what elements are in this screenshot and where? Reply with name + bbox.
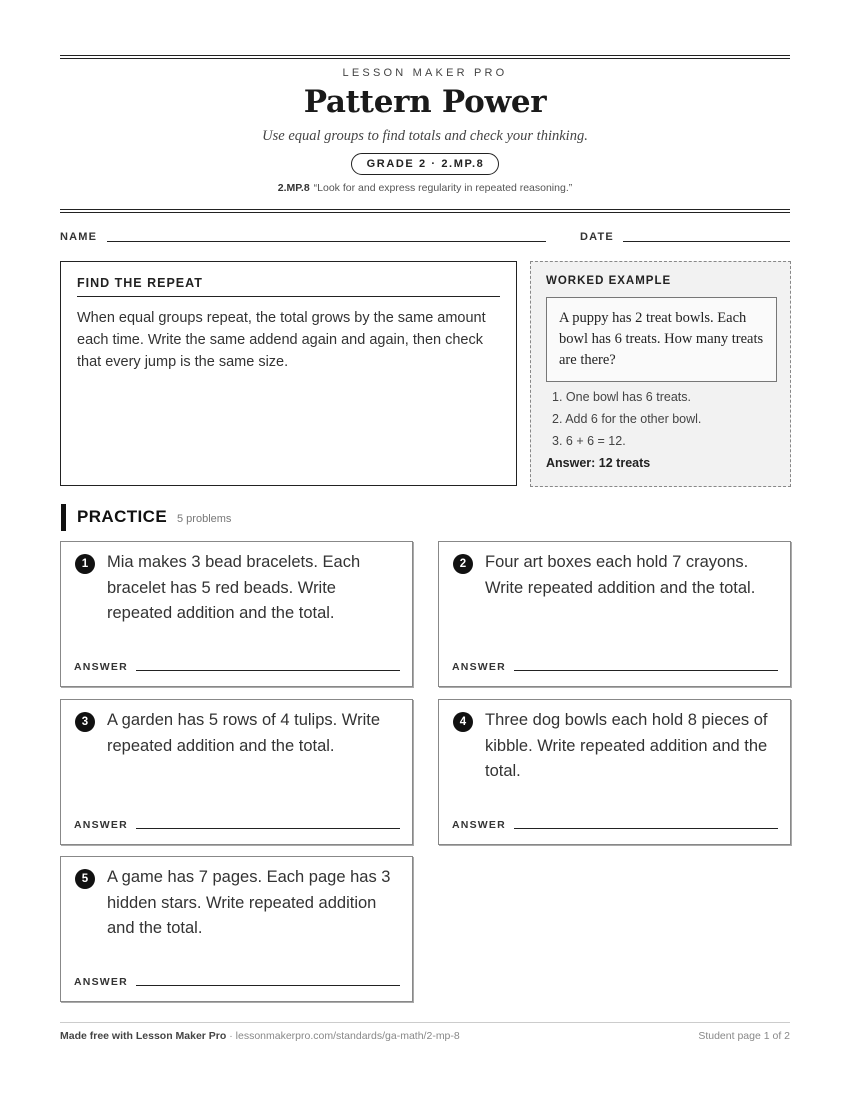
problem-number: 3 <box>75 712 95 732</box>
footer-credit <box>60 1030 460 1042</box>
worked-step: 1. One bowl has 6 treats. <box>552 390 691 404</box>
date-label: DATE <box>580 231 614 243</box>
footer-made-with: Made free with Lesson Maker Pro <box>60 1030 227 1042</box>
footer-rule <box>60 1022 790 1023</box>
worked-example-heading: WORKED EXAMPLE <box>546 275 672 287</box>
answer-label: ANSWER <box>452 661 506 673</box>
page-title: Pattern Power <box>303 84 547 120</box>
brand-name: LESSON MAKER PRO <box>342 67 508 79</box>
practice-count: 5 problems <box>177 513 232 525</box>
practice-heading: PRACTICE <box>77 507 168 526</box>
problem-number: 2 <box>453 554 473 574</box>
top-rule-inner <box>60 58 790 59</box>
name-label: NAME <box>60 231 98 243</box>
standard-line <box>0 182 850 194</box>
worked-example-answer: Answer: 12 treats <box>546 456 651 470</box>
problem-card-4 <box>438 699 791 845</box>
problem-number: 4 <box>453 712 473 732</box>
find-the-repeat-heading: FIND THE REPEAT <box>77 276 500 297</box>
answer-field[interactable] <box>514 670 778 671</box>
problem-number: 1 <box>75 554 95 574</box>
problem-number: 5 <box>75 869 95 889</box>
answer-label: ANSWER <box>452 819 506 831</box>
answer-label: ANSWER <box>74 661 128 673</box>
date-field[interactable] <box>623 241 790 242</box>
answer-field[interactable] <box>136 670 400 671</box>
worked-example-question: A puppy has 2 treat bowls. Each bowl has 6 treats. How many treats are there? <box>546 297 777 382</box>
problem-text: A garden has 5 rows of 4 tulips. Write repeated addition and the total. <box>107 711 380 755</box>
standard-code: 2.MP.8 <box>277 182 310 194</box>
problem-card-2 <box>438 541 791 687</box>
name-field[interactable] <box>107 241 546 242</box>
top-rule-outer <box>60 55 790 56</box>
practice-accent-bar <box>61 504 66 531</box>
problem-card-1 <box>60 541 413 687</box>
answer-field[interactable] <box>136 985 400 986</box>
problem-text: Mia makes 3 bead bracelets. Each bracelet has 5 red beads. Write repeated addition and the total. <box>107 553 361 622</box>
problem-text: Four art boxes each hold 7 crayons. Write repeated addition and the total. <box>485 553 756 597</box>
worked-example-steps <box>552 386 701 452</box>
header-rule-inner <box>60 212 790 213</box>
page-indicator: Student page 1 of 2 <box>698 1030 790 1042</box>
worked-step: 3. 6 + 6 = 12. <box>552 434 626 448</box>
footer-url: · lessonmakerpro.com/standards/ga-math/2-mp-8 <box>226 1030 460 1042</box>
header-rule-outer <box>60 209 790 210</box>
page-subtitle: Use equal groups to find totals and check your thinking. <box>262 128 588 144</box>
answer-label: ANSWER <box>74 819 128 831</box>
problem-text: A game has 7 pages. Each page has 3 hidden stars. Write repeated addition and the total. <box>107 868 391 937</box>
worked-step: 2. Add 6 for the other bowl. <box>552 412 702 426</box>
find-the-repeat-text: When equal groups repeat, the total grows by the same amount each time. Write the same addend again and again, then check that every jump is the same size. <box>77 310 486 370</box>
answer-field[interactable] <box>136 828 400 829</box>
answer-field[interactable] <box>514 828 778 829</box>
worked-example-box <box>530 261 791 487</box>
grade-badge-wrap <box>0 153 850 175</box>
problem-card-5 <box>60 856 413 1002</box>
problem-card-3 <box>60 699 413 845</box>
grade-badge: GRADE 2 · 2.MP.8 <box>351 153 500 175</box>
find-the-repeat-box <box>60 261 517 486</box>
problem-text: Three dog bowls each hold 8 pieces of kibble. Write repeated addition and the total. <box>485 711 768 780</box>
answer-label: ANSWER <box>74 976 128 988</box>
standard-text: “Look for and express regularity in repeated reasoning.” <box>313 182 573 194</box>
